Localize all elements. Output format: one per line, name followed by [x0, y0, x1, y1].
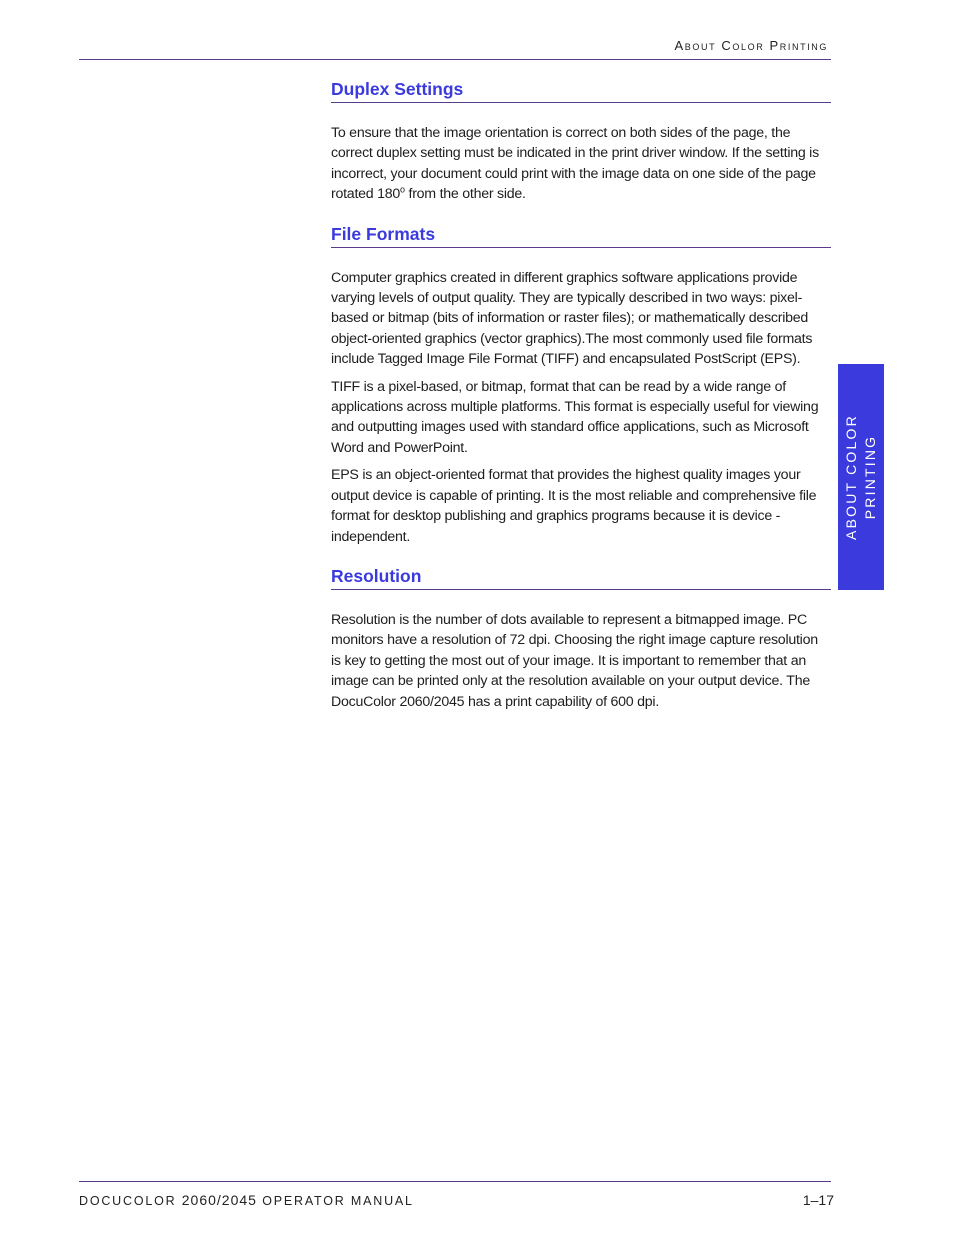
section-heading: Resolution — [331, 565, 831, 590]
paragraph: Computer graphics created in different graphics software applications provide varying levels of output quality. They are typically described in two ways: pixel-based or bitmap (bits of information or raster files); or mathematically described object-oriented graphics (vector graphics).The most commonly used file formats include Tagged Image File Format (TIFF) and encapsulated PostScript (EPS). — [331, 269, 813, 368]
side-tab-line-1: ABOUT COLOR — [843, 414, 859, 540]
header-rule — [79, 59, 831, 60]
section-file-formats — [331, 223, 831, 547]
section-body — [331, 610, 831, 712]
chapter-side-tab-label — [842, 377, 880, 577]
section-heading: File Formats — [331, 223, 831, 248]
page-content — [331, 78, 831, 730]
degree-superscript: o — [400, 184, 405, 195]
footer-brand: DOCUCOLOR — [79, 1194, 177, 1208]
page-number: 1–17 — [802, 1192, 834, 1208]
paragraph: EPS is an object-oriented format that provides the highest quality images your output device is capable of printing. It is the most reliable and comprehensive file format for desktop publishing and graphics programs because it is device -independent. — [331, 467, 817, 545]
footer-rule — [79, 1181, 831, 1182]
section-resolution — [331, 565, 831, 712]
paragraph: Resolution is the number of dots available to represent a bitmapped image. PC monitors have a resolution of 72 dpi. Choosing the right image capture resolution is key to getting the most out of your image. It is important to remember that an image can be printed only at the resolution available on your output device. The DocuColor 2060/2045 has a print capability of 600 dpi. — [331, 611, 818, 710]
section-body — [331, 268, 831, 547]
paragraph — [331, 123, 831, 205]
side-tab-line-2: PRINTING — [862, 434, 878, 520]
chapter-side-tab — [838, 364, 884, 590]
footer-title — [79, 1192, 414, 1208]
paragraph: TIFF is a pixel-based, or bitmap, format that can be read by a wide range of applications across multiple platforms. This format is especially useful for viewing and outputting images used with standard office applications, such as Microsoft Word and PowerPoint. — [331, 378, 819, 456]
section-duplex-settings — [331, 78, 831, 205]
paragraph-text-tail: from the other side. — [404, 186, 526, 203]
footer-manual: OPERATOR MANUAL — [262, 1194, 414, 1208]
running-head: About Color Printing — [674, 38, 828, 53]
section-body — [331, 123, 831, 205]
paragraph-text: To ensure that the image orientation is correct on both sides of the page, the correct duplex setting must be indicated in the print driver window. If the setting is incorrect, your document could print with the image data on one side of the page rotated 180 — [331, 125, 819, 203]
section-heading: Duplex Settings — [331, 78, 831, 103]
footer-model: 2060/2045 — [181, 1192, 257, 1208]
